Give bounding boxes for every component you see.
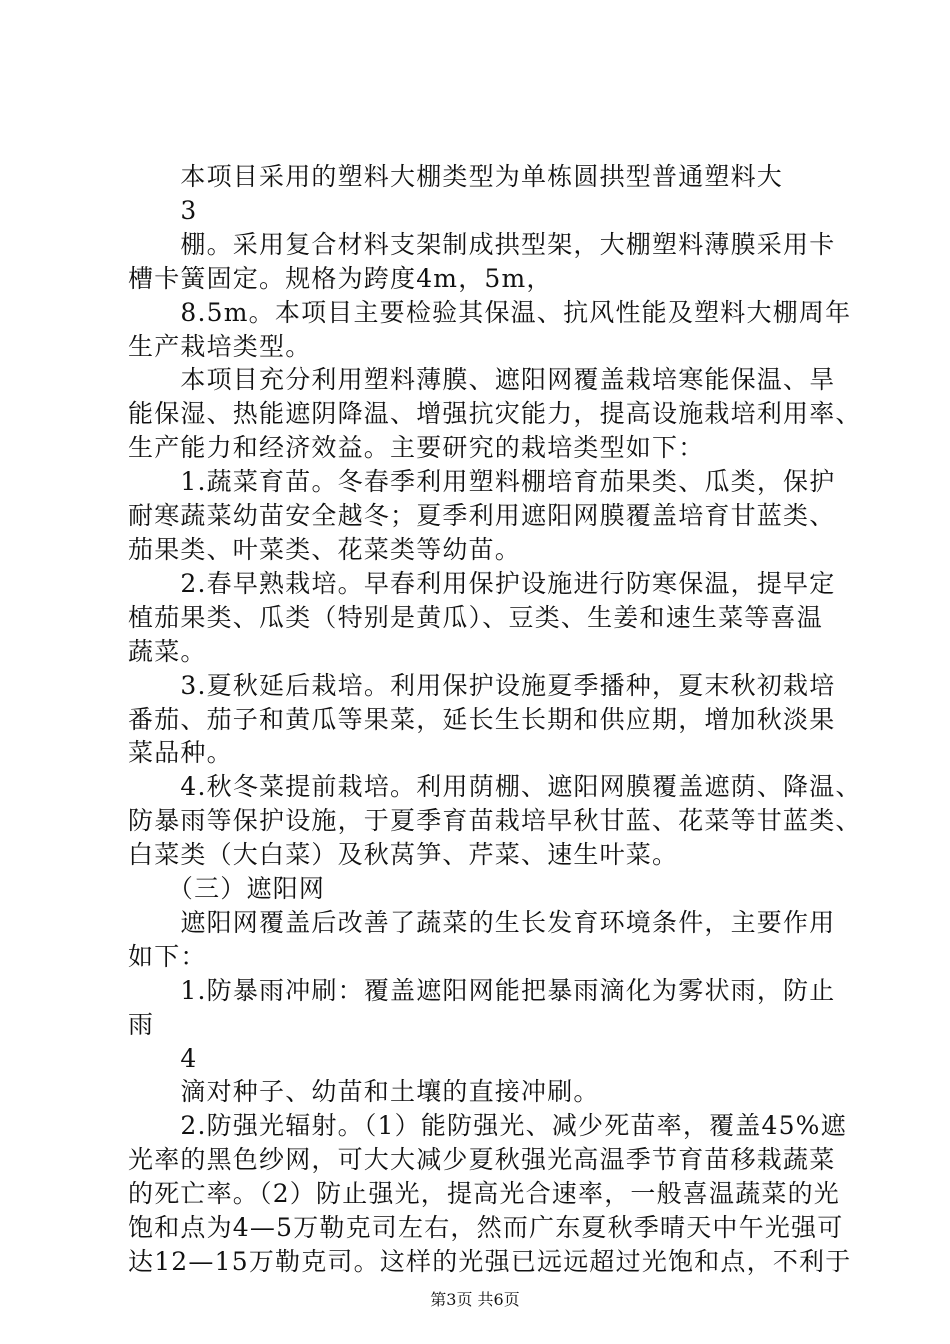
text-line: 饱和点为4—5万勒克司左右，然而广东夏秋季晴天中午光强可	[128, 1213, 844, 1243]
text-line: 能保湿、热能遮阴降温、增强抗灾能力，提高设施栽培利用率、	[128, 399, 862, 429]
text-line: 白菜类（大白菜）及秋莴笋、芹菜、速生叶菜。	[128, 840, 679, 870]
text-line: 8.5m。本项目主要检验其保温、抗风性能及塑料大棚周年	[128, 297, 852, 327]
text-line: 本项目充分利用塑料薄膜、遮阳网覆盖栽培寒能保温、旱	[128, 365, 836, 395]
text-line: 光率的黑色纱网，可大大减少夏秋强光高温季节育苗移栽蔬菜	[128, 1145, 836, 1175]
text-line: 防暴雨等保护设施，于夏季育苗栽培早秋甘蓝、花菜等甘蓝类、	[128, 806, 862, 836]
text-line: 1.防暴雨冲刷：覆盖遮阳网能把暴雨滴化为雾状雨，防止	[128, 975, 836, 1005]
text-line: 1.蔬菜育苗。冬春季利用塑料棚培育茄果类、瓜类，保护	[128, 467, 836, 497]
page-footer: 第3页 共6页	[430, 1290, 520, 1309]
text-line: 茄果类、叶菜类、花菜类等幼苗。	[128, 534, 522, 564]
text-line: 遮阳网覆盖后改善了蔬菜的生长发育环境条件，主要作用	[128, 907, 836, 937]
text-line: 4.秋冬菜提前栽培。利用荫棚、遮阳网膜覆盖遮荫、降温、	[128, 772, 862, 802]
text-line: 生产栽培类型。	[128, 331, 312, 361]
text-line: 番茄、茄子和黄瓜等果菜，延长生长期和供应期，增加秋淡果	[128, 704, 836, 734]
text-line: 槽卡簧固定。规格为跨度4m，5m，	[128, 263, 553, 293]
text-line: 的死亡率。（2）防止强光，提高光合速率，一般喜温蔬菜的光	[128, 1179, 841, 1209]
text-line: 棚。采用复合材料支架制成拱型架，大棚塑料薄膜采用卡	[128, 229, 836, 259]
text-line: 雨	[128, 1009, 155, 1039]
text-line: 蔬菜。	[128, 636, 207, 666]
text-line: 植茄果类、瓜类（特别是黄瓜）、豆类、生姜和速生菜等喜温	[128, 602, 823, 632]
page-number-marker: 3	[128, 195, 198, 225]
section-heading: （三）遮阳网	[128, 874, 326, 904]
text-line: 2.春早熟栽培。早春利用保护设施进行防寒保温，提早定	[128, 568, 836, 598]
text-line: 3.夏秋延后栽培。利用保护设施夏季播种，夏末秋初栽培	[128, 670, 836, 700]
text-line: 滴对种子、幼苗和土壤的直接冲刷。	[128, 1077, 600, 1107]
page-number-marker: 4	[128, 1043, 198, 1073]
text-line: 菜品种。	[128, 738, 233, 768]
text-line: 耐寒蔬菜幼苗安全越冬；夏季利用遮阳网膜覆盖培育甘蓝类、	[128, 501, 836, 531]
text-line: 2.防强光辐射。（1）能防强光、减少死苗率，覆盖45%遮	[128, 1111, 847, 1141]
text-line: 生产能力和经济效益。主要研究的栽培类型如下：	[128, 433, 705, 463]
text-line: 如下：	[128, 941, 207, 971]
text-line: 本项目采用的塑料大棚类型为单栋圆拱型普通塑料大	[128, 162, 784, 191]
text-line: 达12—15万勒克司。这样的光强已远远超过光饱和点，不利于	[128, 1247, 852, 1276]
